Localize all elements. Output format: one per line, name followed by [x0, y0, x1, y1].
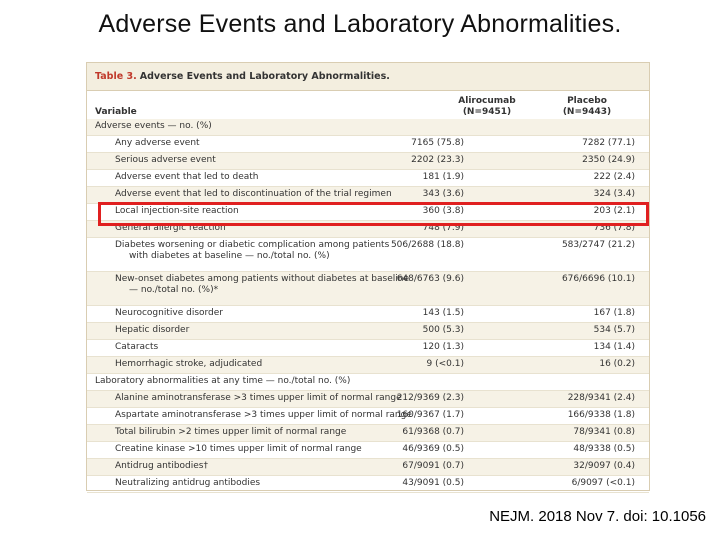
alirocumab-value: 648/6763 (9.6) [396, 274, 464, 284]
row-label-line: Laboratory abnormalities at any time — no./total no. (%) [95, 376, 351, 386]
placebo-value: 736 (7.8) [593, 223, 635, 233]
alirocumab-value: 360 (3.8) [422, 206, 464, 216]
placebo-value: 583/2747 (21.2) [561, 240, 635, 250]
row-label-line: Cataracts [115, 342, 159, 352]
row-label-line: Aspartate aminotransferase >3 times upper limit of normal range [115, 410, 412, 420]
alirocumab-value: 67/9091 (0.7) [402, 461, 464, 471]
row-label [115, 172, 259, 183]
row-label [115, 461, 208, 472]
alirocumab-value: 212/9369 (2.3) [396, 393, 464, 403]
table-caption [87, 63, 649, 91]
variable-header: Variable [95, 107, 137, 117]
row-label-line: Antidrug antibodies† [115, 461, 208, 471]
placebo-header [542, 96, 632, 118]
table-row [87, 459, 649, 476]
row-label [115, 240, 389, 262]
table-row [87, 136, 649, 153]
table-number: Table 3. [95, 71, 137, 82]
placebo-value: 222 (2.4) [593, 172, 635, 182]
row-label-line: — no./total no. (%)* [129, 285, 219, 295]
row-label-line: Total bilirubin >2 times upper limit of normal range [115, 427, 347, 437]
alirocumab-header [442, 96, 532, 118]
placebo-value: 48/9338 (0.5) [573, 444, 635, 454]
alirocumab-value: 9 (<0.1) [426, 359, 464, 369]
table-row [87, 272, 649, 306]
row-label-line: Serious adverse event [115, 155, 216, 165]
row-label-line: General allergic reaction [115, 223, 226, 233]
alirocumab-value: 120 (1.3) [422, 342, 464, 352]
placebo-n: (N=9443) [562, 107, 612, 117]
alirocumab-value: 2202 (23.3) [411, 155, 464, 165]
table-image [86, 62, 650, 491]
row-label [115, 274, 409, 296]
alirocumab-value: 143 (1.5) [422, 308, 464, 318]
row-label [115, 359, 262, 370]
table-body [87, 119, 649, 493]
row-label-line: Diabetes worsening or diabetic complication among patients [115, 240, 390, 250]
table-row [87, 340, 649, 357]
row-label-line: Adverse events — no. (%) [95, 121, 212, 131]
alirocumab-value: 181 (1.9) [422, 172, 464, 182]
table-row [87, 323, 649, 340]
table-row [87, 442, 649, 459]
placebo-value: 7282 (77.1) [582, 138, 635, 148]
alirocumab-n: (N=9451) [462, 107, 512, 117]
table-row [87, 425, 649, 442]
row-label-line: Creatine kinase >10 times upper limit of normal range [115, 444, 362, 454]
placebo-value: 134 (1.4) [593, 342, 635, 352]
row-label-line: Any adverse event [115, 138, 200, 148]
row-label [115, 410, 412, 421]
alirocumab-value: 43/9091 (0.5) [402, 478, 464, 488]
alirocumab-value: 343 (3.6) [422, 189, 464, 199]
table-row [87, 408, 649, 425]
row-label [115, 478, 260, 489]
placebo-value: 676/6696 (10.1) [561, 274, 635, 284]
row-label [115, 325, 189, 336]
placebo-value: 203 (2.1) [593, 206, 635, 216]
row-label-line: Hemorrhagic stroke, adjudicated [115, 359, 263, 369]
alirocumab-value: 61/9368 (0.7) [402, 427, 464, 437]
row-label [115, 155, 216, 166]
row-label [115, 427, 346, 438]
placebo-value: 167 (1.8) [593, 308, 635, 318]
row-label-line: Neurocognitive disorder [115, 308, 224, 318]
table-row [87, 119, 649, 136]
alirocumab-value: 506/2688 (18.8) [390, 240, 464, 250]
placebo-name: Placebo [567, 96, 607, 106]
table-row [87, 374, 649, 391]
row-label [115, 342, 158, 353]
citation: NEJM. 2018 Nov 7. doi: 10.1056 [489, 508, 706, 525]
placebo-value: 6/9097 (<0.1) [571, 478, 635, 488]
row-label-line: Alanine aminotransferase >3 times upper limit of normal range [115, 393, 402, 403]
alirocumab-value: 500 (5.3) [422, 325, 464, 335]
placebo-value: 324 (3.4) [593, 189, 635, 199]
table-row [87, 170, 649, 187]
row-label [115, 308, 223, 319]
row-label [95, 376, 350, 387]
row-label-line: Adverse event that led to death [115, 172, 259, 182]
table-row [87, 357, 649, 374]
row-label-line: Neutralizing antidrug antibodies [115, 478, 261, 488]
table-header [87, 91, 649, 119]
table-row [87, 153, 649, 170]
table-row [87, 476, 649, 493]
alirocumab-value: 160/9367 (1.7) [396, 410, 464, 420]
highlight-box [98, 202, 649, 226]
placebo-value: 32/9097 (0.4) [573, 461, 635, 471]
alirocumab-value: 748 (7.9) [422, 223, 464, 233]
alirocumab-value: 46/9369 (0.5) [402, 444, 464, 454]
row-label [115, 444, 362, 455]
row-label [115, 189, 392, 200]
alirocumab-value: 7165 (75.8) [411, 138, 464, 148]
table-row [87, 306, 649, 323]
table-row [87, 391, 649, 408]
row-label [115, 138, 200, 149]
table-row [87, 238, 649, 272]
table-caption-text: Adverse Events and Laboratory Abnormalities. [139, 71, 390, 82]
placebo-value: 534 (5.7) [593, 325, 635, 335]
row-label-line: Adverse event that led to discontinuation of the trial regimen [115, 189, 392, 199]
row-label-line: Hepatic disorder [115, 325, 190, 335]
alirocumab-name: Alirocumab [458, 96, 516, 106]
slide-title: Adverse Events and Laboratory Abnormalities. [98, 10, 622, 38]
row-label-line: with diabetes at baseline — no./total no. (%) [129, 251, 330, 261]
row-label-line: Local injection-site reaction [115, 206, 239, 216]
row-label [115, 393, 402, 404]
placebo-value: 166/9338 (1.8) [567, 410, 635, 420]
placebo-value: 2350 (24.9) [582, 155, 635, 165]
placebo-value: 228/9341 (2.4) [567, 393, 635, 403]
placebo-value: 78/9341 (0.8) [573, 427, 635, 437]
placebo-value: 16 (0.2) [599, 359, 635, 369]
row-label-line: New-onset diabetes among patients without diabetes at baseline [115, 274, 409, 284]
row-label [95, 121, 212, 132]
